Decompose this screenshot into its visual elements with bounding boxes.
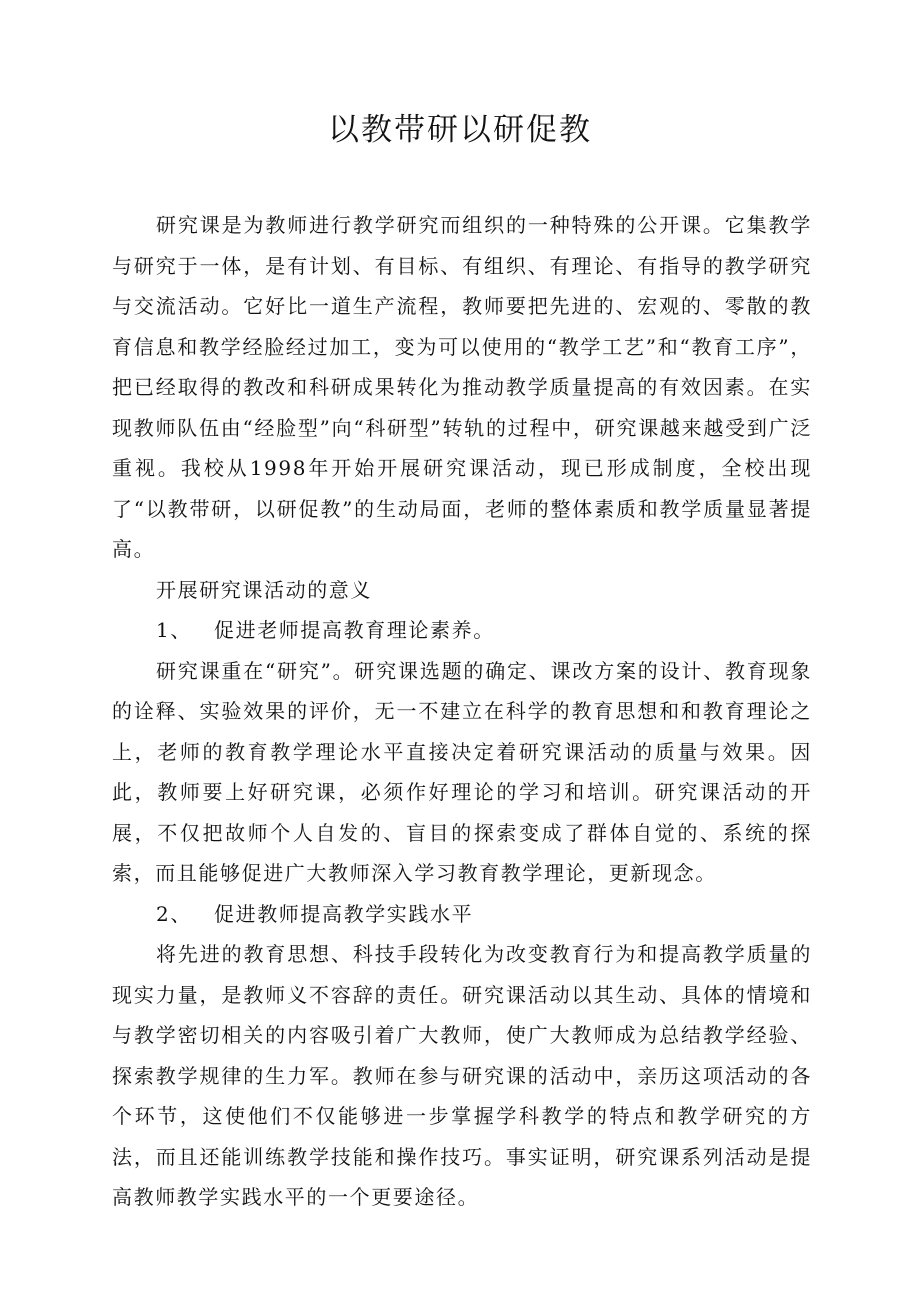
point-1-paragraph: 研究课重在“研究”。研究课选题的确定、课改方案的设计、教育现象的诠释、实验效果的评价，无一不建立在科学的教育思想和和教育理论之上，老师的教育教学理论水平直接决定着研究课活动的质量与效果。因此，教师要上好研究课，必须作好理论的学习和培训。研究课活动的开展，不仅把故师个人自发的、盲目的探索变成了群体自觉的、系统的探索，而且能够促进广大教师深入学习教育教学理论，更新现念。 xyxy=(112,658,812,885)
point-2-heading xyxy=(112,894,812,935)
section-heading: 开展研究课活动的意义 xyxy=(156,577,372,602)
document-title: 以教带研以研促教 xyxy=(328,112,592,148)
point-1-heading-text: 促进老师提高教育理论素养。 xyxy=(214,618,495,642)
point-1-number: 1、 xyxy=(156,618,192,642)
point-2-heading-text: 促进教师提高教学实践水平 xyxy=(214,901,474,926)
document-body xyxy=(112,205,812,1218)
intro-paragraph: 研究课是为教师进行教学研究而组织的一种特殊的公开课。它集教学与研究于一体，是有计划、有目标、有组织、有理论、有指导的教学研究与交流活动。它好比一道生产流程，教师要把先进的、宏观的、零散的教育信息和教学经脸经过加工，变为可以使用的“教学工艺”和“教育工序”，把已经取得的教改和科研成果转化为推动教学质量提高的有效因素。在实现教师队伍由“经脸型”向“科研型”转轨的过程中，研究课越来越受到广泛重视。我校从1998年开始开展研究课活动，现已形成制度，全校出现了“以教带研，以研促教”的生动局面，老师的整体素质和教学质量显著提高。 xyxy=(112,213,812,561)
point-2-number: 2、 xyxy=(156,901,192,926)
point-1-heading xyxy=(112,610,812,651)
point-2-paragraph: 将先进的教育思想、科技手段转化为改变教育行为和提高教学质量的现实力量，是教师义不容辞的责任。研究课活动以其生动、具体的情境和与教学密切相关的内容吸引着广大教师，使广大教师成为总结教学经验、探索教学规律的生力军。教师在参与研究课的活动中，亲历这项活动的各个环节，这使他们不仅能够进一步掌握学科教学的特点和教学研究的方法，而且还能训练教学技能和操作技巧。事实证明，研究课系列活动是提高教师教学实践水平的一个更要途径。 xyxy=(112,942,812,1209)
